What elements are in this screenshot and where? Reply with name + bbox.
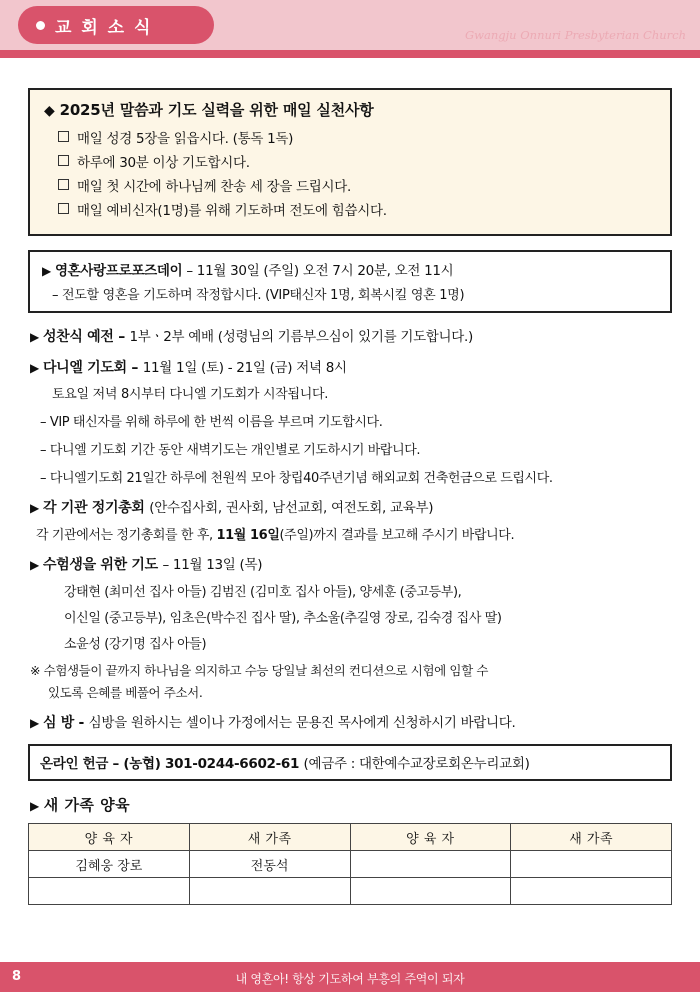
practice-item-label: 하루에 30분 이상 기도합시다. xyxy=(77,155,250,171)
daniel-dash-line: – VIP 태신자를 위해 하루에 한 번씩 이름을 부르며 기도합시다. xyxy=(40,415,383,430)
practice-item-label: 매일 성경 5장을 읽읍시다. (통독 1독) xyxy=(77,131,294,147)
triangle-right-icon: ▶ xyxy=(30,361,39,375)
column-header-mentor-1: 양 육 자 xyxy=(29,824,190,851)
daniel-dash-line: – 다니엘기도회 21일간 하루에 천원씩 모아 창립40주년기념 해외교회 건축헌금으로 드립시다. xyxy=(40,471,553,486)
proposal-day-box xyxy=(28,250,672,313)
bullet-dot-icon xyxy=(36,21,45,30)
notice-communion-title: 성찬식 예전 – xyxy=(42,329,125,345)
notice-general-assembly xyxy=(30,496,672,517)
church-name-english: Gwangju Onnuri Presbyterian Church xyxy=(464,28,686,42)
online-offering-account: (농협) 301-0244-6602-61 xyxy=(123,756,300,772)
footer-slogan: 내 영혼아! 항상 기도하여 부흥의 주역이 되자 xyxy=(235,972,465,986)
practice-item-label: 매일 예비신자(1명)를 위해 기도하며 전도에 힘씁시다. xyxy=(77,203,387,219)
new-family-table xyxy=(28,823,672,905)
table-cell: 김혜웅 장로 xyxy=(29,851,190,878)
table-cell xyxy=(350,851,511,878)
notice-daniel-prayer-sub: 토요일 저녁 8시부터 다니엘 기도회가 시작됩니다. xyxy=(52,387,329,402)
checkbox-icon xyxy=(58,155,69,166)
header-title-tab xyxy=(18,6,214,44)
notice-visitation-detail: 심방을 원하시는 셀이나 가정에서는 문용진 목사에게 신청하시기 바랍니다. xyxy=(88,715,516,731)
triangle-right-icon: ▶ xyxy=(30,716,39,730)
daniel-dash-line: – 다니엘 기도회 기간 동안 새벽기도는 개인별로 기도하시기 바랍니다. xyxy=(40,443,421,458)
daily-practice-box xyxy=(28,88,672,236)
table-header-row xyxy=(29,824,672,851)
notice-daniel-prayer xyxy=(30,356,672,377)
triangle-right-icon: ▶ xyxy=(30,799,40,813)
table-row xyxy=(29,878,672,905)
practice-item xyxy=(58,151,656,171)
notice-general-assembly-title: 각 기관 정기총회 xyxy=(42,500,145,516)
new-family-heading-text: 새 가족 양육 xyxy=(43,796,131,814)
practice-item xyxy=(58,199,656,219)
daily-practice-title-text: 2025년 말씀과 기도 실력을 위한 매일 실천사항 xyxy=(59,101,374,119)
proposal-day-title: 영혼사랑프로포즈데이 xyxy=(54,263,183,279)
page-number: 8 xyxy=(12,969,22,984)
proposal-day-detail: – 전도할 영혼을 기도하며 작정합시다. (VIP태신자 1명, 회복시킬 영혼 1명) xyxy=(52,288,465,303)
practice-item xyxy=(58,127,656,147)
notice-exam-prayer-title: 수험생을 위한 기도 xyxy=(42,557,158,573)
table-row xyxy=(29,851,672,878)
column-header-newfamily-1: 새 가족 xyxy=(189,824,350,851)
triangle-right-icon: ▶ xyxy=(42,264,51,278)
new-family-heading xyxy=(30,794,672,815)
proposal-day-schedule: – 11월 30일 (주일) 오전 7시 20분, 오전 11시 xyxy=(186,263,454,279)
table-cell xyxy=(511,851,672,878)
notice-exam-prayer xyxy=(30,553,672,574)
notice-communion xyxy=(30,325,672,346)
page-title: 교 회 소 식 xyxy=(55,17,153,38)
practice-item-label: 매일 첫 시간에 하나님께 찬송 세 장을 드립시다. xyxy=(77,179,352,195)
triangle-right-icon: ▶ xyxy=(30,558,39,572)
notice-visitation xyxy=(30,711,672,732)
checkbox-icon xyxy=(58,131,69,142)
column-header-newfamily-2: 새 가족 xyxy=(511,824,672,851)
notice-communion-detail: 1부ㆍ2부 예배 (성령님의 기름부으심이 있기를 기도합니다.) xyxy=(129,329,473,345)
notice-general-assembly-orgs: (안수집사회, 권사회, 남선교회, 여전도회, 교육부) xyxy=(149,500,434,516)
checkbox-icon xyxy=(58,179,69,190)
notice-general-assembly-body xyxy=(36,524,672,543)
notice-daniel-prayer-title: 다니엘 기도회 – xyxy=(42,360,139,376)
table-cell xyxy=(350,878,511,905)
table-cell: 전동석 xyxy=(189,851,350,878)
triangle-right-icon: ▶ xyxy=(30,501,39,515)
assembly-body-post: (주일)까지 결과를 보고해 주시기 바랍니다. xyxy=(279,528,515,543)
notice-visitation-title: 심 방 - xyxy=(42,715,85,731)
page-footer xyxy=(0,962,700,992)
bulletin-content xyxy=(0,66,700,962)
column-header-mentor-2: 양 육 자 xyxy=(350,824,511,851)
table-cell xyxy=(511,878,672,905)
online-offering-holder: (예금주 : 대한예수교장로회온누리교회) xyxy=(303,756,530,772)
checkbox-icon xyxy=(58,203,69,214)
page-header xyxy=(0,0,700,58)
daily-practice-title xyxy=(44,99,656,120)
triangle-right-icon: ▶ xyxy=(30,330,39,344)
diamond-icon: ◆ xyxy=(44,103,55,119)
exam-student-names: 이신일 (중고등부), 임초은(박수진 집사 딸), 추소울(추길영 장로, 김숙경 집사 딸) xyxy=(64,611,502,626)
table-cell xyxy=(189,878,350,905)
online-offering-box xyxy=(28,744,672,781)
notice-exam-prayer-date: – 11월 13일 (목) xyxy=(162,557,263,573)
practice-item xyxy=(58,175,656,195)
proposal-day-title-line xyxy=(42,259,658,279)
exam-student-names: 강태현 (최미선 집사 아들) 김범진 (김미호 집사 아들), 양세훈 (중고등부), xyxy=(64,585,462,600)
assembly-body-pre: 각 기관에서는 정기총회를 한 후, xyxy=(36,528,217,543)
assembly-deadline-date: 11월 16일 xyxy=(216,528,280,543)
notice-daniel-prayer-detail: 11월 1일 (토) - 21일 (금) 저녁 8시 xyxy=(142,360,347,376)
table-cell xyxy=(29,878,190,905)
exam-prayer-note-line2: 있도록 은혜를 베풀어 주소서. xyxy=(48,685,203,700)
exam-prayer-note-line1: ※ 수험생들이 끝까지 하나님을 의지하고 수능 당일날 최선의 컨디션으로 시험에 임할 수 xyxy=(30,663,489,678)
online-offering-label: 온라인 헌금 – xyxy=(40,756,119,772)
exam-student-names: 소윤성 (강기명 집사 아들) xyxy=(64,637,207,652)
